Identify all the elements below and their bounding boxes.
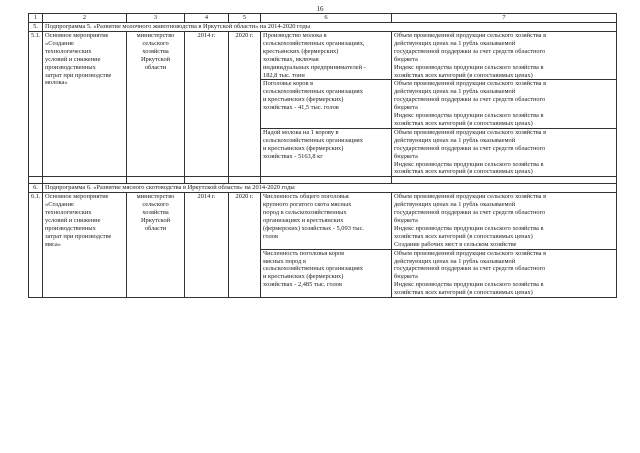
column-number: 4 bbox=[185, 14, 229, 23]
activity-name: Основное мероприятие «Создание технологических условий и снижение производственных затрат при производстве мяса» bbox=[43, 193, 127, 298]
subprogram-row bbox=[29, 184, 617, 193]
activity-end-year: 2020 г. bbox=[229, 193, 261, 298]
target-indicators: Объем произведенной продукции сельского хозяйства в действующих ценах на 1 рубль оказываемой государственной поддержки за счет средств областного бюджета Индекс производства продукции сельского хозяйства в хозяйствах всех категорий (в сопоставимых ценах) bbox=[392, 80, 617, 128]
column-number: 6 bbox=[261, 14, 392, 23]
activity-start-year: 2014 г. bbox=[185, 32, 229, 177]
expected-result: Поголовье коров в сельскохозяйственных организациях и крестьянских (фермерских) хозяйствах - 41,5 тыс. голов bbox=[261, 80, 392, 128]
empty-cell bbox=[29, 177, 43, 184]
activity-executor: министерство сельского хозяйства Иркутской области bbox=[127, 193, 185, 298]
activity-start-year: 2014 г. bbox=[185, 193, 229, 298]
spacer-row bbox=[29, 177, 617, 184]
subprogram-title: Подпрограмма 6. «Развитие мясного скотоводства в Иркутской области» на 2014-2020 годы bbox=[43, 184, 617, 193]
empty-cell bbox=[261, 177, 392, 184]
column-number-row bbox=[29, 14, 617, 23]
expected-result: Надой молока на 1 корову в сельскохозяйственных организациях и крестьянских (фермерских) хозяйствах - 5163,8 кг bbox=[261, 128, 392, 176]
page-number: 16 bbox=[316, 5, 324, 13]
target-indicators: Объем произведенной продукции сельского хозяйства в действующих ценах на 1 рубль оказываемой государственной поддержки за счет средств областного бюджета Индекс производства продукции сельского хозяйства в хозяйствах всех категорий (в сопоставимых ценах) bbox=[392, 249, 617, 297]
subprogram-row bbox=[29, 23, 617, 32]
subprogram-number: 5. bbox=[29, 23, 43, 32]
activity-number: 6.1. bbox=[29, 193, 43, 298]
target-indicators: Объем произведенной продукции сельского хозяйства в действующих ценах на 1 рубль оказываемой государственной поддержки за счет средств областного бюджета Индекс производства продукции сельского хозяйства в хозяйствах всех категорий (в сопоставимых ценах) bbox=[392, 32, 617, 80]
empty-cell bbox=[229, 177, 261, 184]
column-number: 3 bbox=[127, 14, 185, 23]
empty-cell bbox=[127, 177, 185, 184]
expected-result: Численность общего поголовья крупного рогатого скота мясных пород в сельскохозяйственных организациях и крестьянских (фермерских) хозяйствах - 5,093 тыс. голов bbox=[261, 193, 392, 249]
target-indicators: Объем произведенной продукции сельского хозяйства в действующих ценах на 1 рубль оказываемой государственной поддержки за счет средств областного бюджета Индекс производства продукции сельского хозяйства в хозяйствах всех категорий (в сопоставимых ценах) bbox=[392, 128, 617, 176]
activity-executor: министерство сельского хозяйства Иркутской области bbox=[127, 32, 185, 177]
expected-result: Численность поголовья коров мясных пород в сельскохозяйственных организациях и крестьянских (фермерских) хозяйствах - 2,485 тыс. голов bbox=[261, 249, 392, 297]
subprogram-number: 6. bbox=[29, 184, 43, 193]
activity-number: 5.1. bbox=[29, 32, 43, 177]
empty-cell bbox=[392, 177, 617, 184]
program-table bbox=[28, 13, 617, 298]
subprogram-title: Подпрограмма 5. «Развитие молочного животноводства в Иркутской области» на 2014-2020 годы bbox=[43, 23, 617, 32]
empty-cell bbox=[43, 177, 127, 184]
expected-result: Производство молока в сельскохозяйственных организациях, крестьянских (фермерских) хозяйствах, включая индивидуальных предпринимателей - 182,8 тыс. тонн bbox=[261, 32, 392, 80]
activity-name: Основное мероприятие «Создание технологических условий и снижение производственных затрат при производстве молока» bbox=[43, 32, 127, 177]
table-row bbox=[29, 193, 617, 249]
empty-cell bbox=[185, 177, 229, 184]
target-indicators: Объем произведенной продукции сельского хозяйства в действующих ценах на 1 рубль оказываемой государственной поддержки за счет средств областного бюджета Индекс производства продукции сельского хозяйства в хозяйствах всех категорий (в сопоставимых ценах) Создание рабочих мест в сельском хозяйстве bbox=[392, 193, 617, 249]
column-number: 5 bbox=[229, 14, 261, 23]
column-number: 2 bbox=[43, 14, 127, 23]
table-row bbox=[29, 32, 617, 80]
column-number: 7 bbox=[392, 14, 617, 23]
column-number: 1 bbox=[29, 14, 43, 23]
activity-end-year: 2020 г. bbox=[229, 32, 261, 177]
